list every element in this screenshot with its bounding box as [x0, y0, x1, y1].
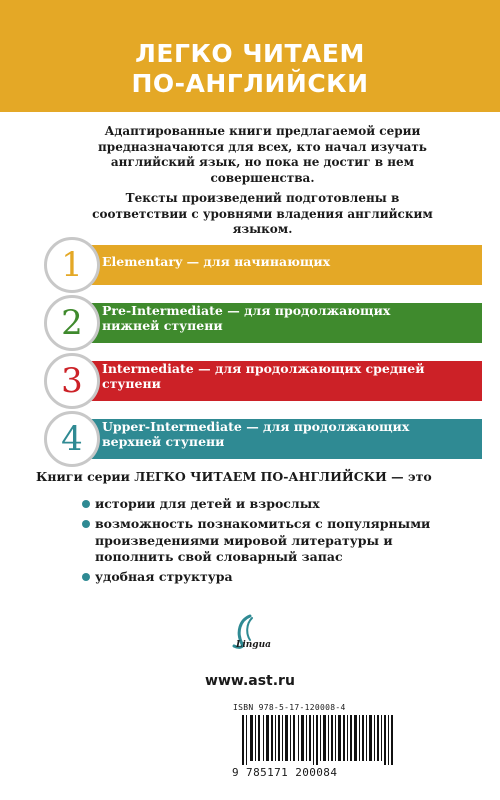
level-3-number: 3 — [44, 353, 100, 409]
series-header — [0, 0, 500, 112]
level-1 — [44, 237, 482, 293]
level-4 — [44, 411, 482, 467]
features-list — [95, 496, 455, 589]
level-2-label: Pre-Intermediate — для продолжающих нижней ступени — [102, 303, 391, 333]
level-1-label: Elementary — для начинающих — [102, 254, 331, 269]
feature-text-3: удобная структура — [95, 569, 233, 585]
publisher-logo — [222, 612, 274, 660]
isbn-number: ISBN 978-5-17-120008-4 — [233, 703, 346, 712]
level-1-number: 1 — [44, 237, 100, 293]
level-3-label: Intermediate — для продолжающих средней ступени — [102, 361, 425, 391]
feature-item-2 — [95, 516, 455, 565]
level-4-label: Upper-Intermediate — для продолжающих верхней ступени — [102, 419, 410, 449]
intro-paragraph-2: Тексты произведений подготовлены в соответствии с уровнями владения английским языком. — [92, 191, 433, 236]
barcode-icon — [242, 715, 397, 765]
level-2-number: 2 — [44, 295, 100, 351]
books-series-heading: Книги серии ЛЕГКО ЧИТАЕМ ПО-АНГЛИЙСКИ — это — [36, 469, 432, 484]
series-title-line2: ПО-АНГЛИЙСКИ — [131, 69, 369, 98]
level-2 — [44, 295, 482, 351]
bullet-icon — [82, 573, 90, 581]
publisher-website: www.ast.ru — [205, 673, 295, 689]
feature-text-1: истории для детей и взрослых — [95, 496, 320, 511]
bullet-icon — [82, 500, 90, 508]
feature-item-1 — [95, 496, 455, 512]
intro-text — [90, 124, 435, 243]
bullet-icon — [82, 520, 90, 528]
barcode-number: 9 785171 200084 — [232, 766, 338, 779]
series-title-line1: ЛЕГКО ЧИТАЕМ — [135, 39, 365, 68]
level-3 — [44, 353, 482, 409]
intro-paragraph-1: Адаптированные книги предлагаемой серии предназначаются для всех, кто начал изучать английский язык, но пока не достиг в нем совершенства. — [98, 124, 427, 185]
level-4-number: 4 — [44, 411, 100, 467]
logo-wordmark: Lingua — [236, 640, 271, 650]
feature-item-3 — [95, 569, 455, 585]
feature-text-2: возможность познакомиться с популярными произведениями мировой литературы и пополнить свой словарный запас — [95, 516, 431, 564]
